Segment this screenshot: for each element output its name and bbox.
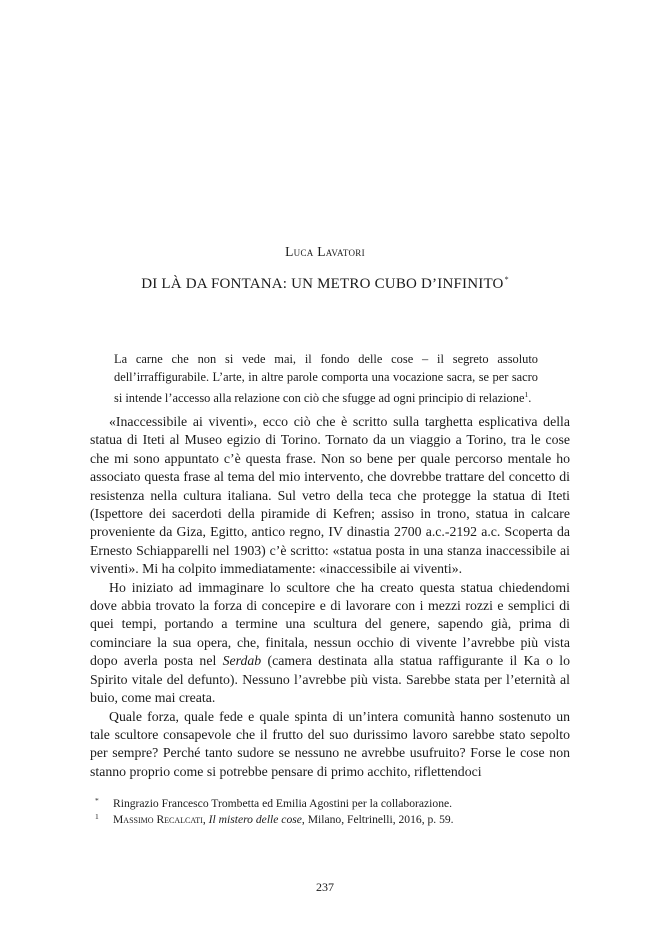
epigraph: La carne che non si vede mai, il fondo delle cose – il segreto assoluto dell’irraffigurabile. L’arte, in altre parole comporta una vocazione sacra, se per sacro si intende l’accesso alla relazione con ciò che sfugge ad ogni principio di relazione$^1$.: [114, 352, 538, 406]
footnote-citation: , Milano, Feltrinelli, 2016, p. 59.: [301, 812, 454, 826]
epigraph-text: La carne che non si vede mai, il fondo delle cose – il segreto assoluto dell’irraffigurabile. L’arte, in altre parole comporta una vocazione sacra, se per sacro si intende l’accesso alla relazione con ciò che sfugge ad ogni principio di relazione: [114, 352, 538, 406]
footnote-star: [95, 796, 565, 812]
chapter-title: [0, 275, 650, 293]
footnotes: [95, 796, 565, 827]
paragraph-3: Quale forza, quale fede e quale spinta di un’intera comunità hanno sostenuto un tale scultore consapevole che il frutto del suo durissimo lavoro sarebbe stato sepolto per sempre? Perché tanto sudore se nessuno ne avrebbe usufruito? Forse le cose non stanno proprio come si potrebbe pensare di primo acchito, riflettendoci: [90, 708, 570, 779]
footnote-1: 1 Massimo Recalcati, Il mistero delle cose, Milano, Feltrinelli, 2016, p. 59.: [95, 812, 565, 828]
paragraph-2-end: (camera destinata alla statua raffigurante il Ka o lo Spirito vitale del defunto). Nessuno l’avrebbe più vista. Sarebbe stata per l’eternità al buio, come mai creata.: [90, 653, 570, 706]
paragraph-2-start: Ho iniziato ad immaginare lo scultore che ha creato questa statua chiedendomi dove abbia trovato la forza di concepire e di lavorare con i mezzi rozzi e semplici di quei tempi, portando a termine una scultura del genere, sapendo già, prima di cominciare la sua opera, che, finitala, nessun occhio di vivente l’avrebbe più vista dopo averla posta nel: [90, 579, 570, 669]
footnote-mark: *: [95, 796, 99, 805]
paragraph-1: «Inaccessibile ai viventi», ecco ciò che è scritto sulla targhetta esplicativa della statua di Iteti al Museo egizio di Torino. Tornato da un viaggio a Torino, tra le cose che mi sono appuntato c’è questa frase. Non so bene per quale percorso mentale ho associato questa frase al tema del mio intervento, che dovrebbe trattare del concetto di resistenza nella cultura italiana. Sul vetro della teca che protegge la statua di Iteti (Ispettore dei sacerdoti della piramide di Kefren; assiso in trono, statua in calcare proveniente da Giza, Egitto, antico regno, IV dinastia 2700 a.c.-2192 a.c. Scoperta da Ernesto Schiapparelli nel 1903) c’è scritto: «statua posta in una stanza inaccessibile ai viventi». Mi ha colpito immediatamente: «inaccessibile ai viventi».: [90, 414, 570, 577]
paragraph-2-italic-term: Serdab: [222, 653, 262, 669]
epigraph-footnote-mark: 1: [524, 390, 529, 399]
chapter-title-text: DI LÀ DA FONTANA: UN METRO CUBO D’INFINITO: [141, 276, 504, 292]
footnote-author: Massimo Recalcati: [113, 812, 203, 826]
title-footnote-mark: *: [504, 275, 509, 284]
body-text: [90, 413, 570, 781]
footnote-text: Ringrazio Francesco Trombetta ed Emilia Agostini per la collaborazione.: [113, 797, 453, 810]
chapter-author: Luca Lavatori: [285, 244, 365, 259]
page-number: 237: [316, 880, 334, 894]
paragraph-2: [90, 579, 570, 708]
footnote-mark: 1: [95, 811, 99, 821]
footnote-book-title: Il mistero delle cose: [208, 812, 302, 826]
